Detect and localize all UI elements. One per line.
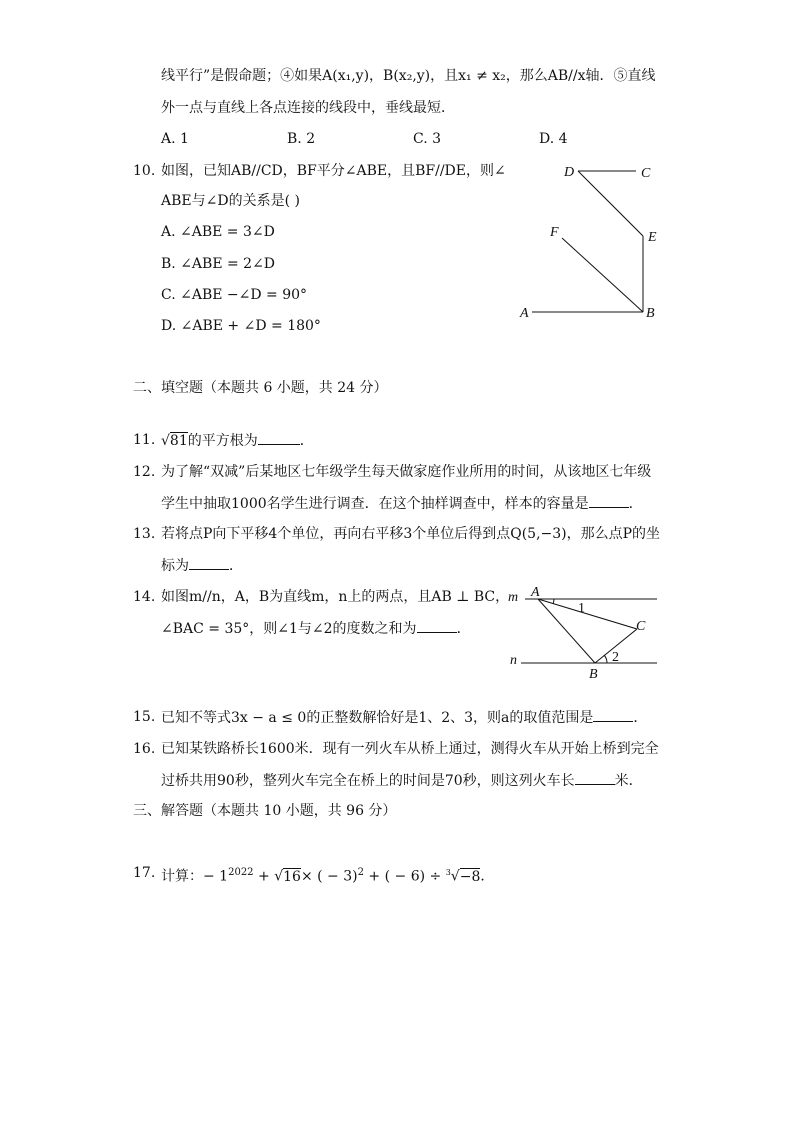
q10-segment-de — [578, 171, 643, 236]
section3-title: 三、解答题（本题共 10 小题，共 96 分） — [133, 803, 397, 819]
q13-blank[interactable] — [189, 555, 229, 570]
q14-angle-2-arc — [604, 655, 607, 663]
q15-number: 15. — [133, 709, 156, 725]
q17-number: 17. — [133, 865, 156, 881]
q9-option-a: A. 1 — [161, 131, 189, 147]
q11-blank[interactable] — [258, 430, 300, 445]
q15-blank[interactable] — [593, 707, 633, 722]
q17-exp2: 2 — [357, 867, 364, 878]
q13-line1: 若将点P向下平移4个单位，再向右平移3个单位后得到点Q(5,−3)，那么点P的坐 — [161, 526, 661, 542]
q14-line1: 如图m//n，A，B为直线m，n上的两点，且AB ⊥ BC， — [161, 589, 510, 605]
q17-part4: + ( − 6) ÷ — [363, 868, 446, 885]
q11-radicand: 81 — [169, 433, 188, 449]
q10-label-b: B — [646, 306, 655, 321]
q16-line2-text: 过桥共用90秒，整列火车完全在桥上的时间是70秒，则这列火车长 — [161, 773, 575, 789]
q9-option-c: C. 3 — [413, 131, 442, 147]
q14-line2-text: ∠BAC = 35°，则∠1与∠2的度数之和为 — [161, 621, 417, 637]
q14-label-2: 2 — [612, 650, 619, 665]
q11-text: 的平方根为 — [187, 433, 258, 449]
q9-option-d: D. 4 — [539, 131, 568, 147]
q17-prefix: 计算：− 1 — [161, 868, 229, 885]
q16-number: 16. — [133, 741, 156, 757]
q12-end: ． — [628, 496, 643, 512]
q14-label-c: C — [636, 619, 646, 634]
q11-end: ． — [299, 433, 314, 449]
q10-label-d: D — [564, 165, 575, 180]
q17-sqrt-sign: √ — [274, 868, 284, 885]
q14-end: ． — [456, 621, 471, 637]
q10-option-a: A. ∠ABE = 3∠D — [161, 224, 275, 240]
q15-text: 已知不等式3x − a ≤ 0的正整数解恰好是1、2、3，则a的取值范围是 — [161, 710, 594, 726]
q14-segment-ab — [538, 599, 595, 663]
q13-number: 13. — [133, 526, 156, 542]
q14-line2 — [161, 618, 471, 639]
q10-segment-fb — [562, 238, 643, 312]
q12-line2 — [161, 493, 643, 514]
q12-blank[interactable] — [589, 493, 629, 508]
q12-line2-text: 学生中抽取1000名学生进行调查．在这个抽样调查中，样本的容量是 — [161, 496, 589, 512]
q16-blank[interactable] — [575, 770, 615, 785]
q17-cbrt-sign: √ — [450, 868, 460, 885]
q10-option-d: D. ∠ABE + ∠D = 180° — [161, 318, 321, 334]
q16-end: 米． — [614, 773, 643, 789]
q13-line2-text: 标为 — [161, 558, 189, 574]
q10-figure — [510, 158, 670, 328]
q14-label-a: A — [531, 585, 540, 600]
q17-root-index: 3 — [445, 868, 451, 877]
q14-label-b: B — [589, 667, 598, 682]
q14-label-1: 1 — [578, 601, 585, 616]
q16-line2 — [161, 770, 643, 791]
q16-line1: 已知某铁路桥长1600米．现有一列火车从桥上通过，测得火车从开始上桥到完全 — [161, 741, 659, 757]
q11-number: 11. — [133, 432, 156, 448]
q9-line1: 线平行”是假命题；④如果A(x₁,y)，B(x₂,y)，且x₁ ≠ x₂，那么AB//x轴．⑤直线 — [161, 68, 656, 84]
q14-angle-1-arc — [553, 599, 554, 604]
q9-line2: 外一点与直线上各点连接的线段中，垂线最短． — [161, 100, 455, 116]
q15-line — [161, 707, 647, 728]
q14-number: 14. — [133, 589, 156, 605]
q14-label-n: n — [510, 653, 517, 668]
q14-label-m: m — [508, 590, 519, 605]
q13-line2 — [161, 555, 243, 576]
section2-title: 二、填空题（本题共 6 小题，共 24 分） — [133, 380, 388, 396]
q10-option-c: C. ∠ABE −∠D = 90° — [161, 287, 308, 303]
q14-figure — [505, 583, 665, 683]
q9-option-b: B. 2 — [287, 131, 316, 147]
q15-end: ． — [633, 710, 648, 726]
q17-radicand2: −8 — [459, 868, 481, 885]
q17-part3: × ( − 3) — [300, 868, 358, 885]
q10-label-f: F — [550, 225, 559, 240]
q10-option-b: B. ∠ABE = 2∠D — [161, 256, 276, 272]
q12-number: 12. — [133, 464, 156, 480]
q10-label-e: E — [648, 230, 657, 245]
q10-line1: 如图，已知AB//CD，BF平分∠ABE，且BF//DE，则∠ — [161, 163, 506, 179]
q14-blank[interactable] — [417, 618, 457, 633]
q11-sqrt-sign: √ — [161, 433, 170, 449]
q17-radicand1: 16 — [283, 868, 301, 885]
q12-line1: 为了解“双减”后某地区七年级学生每天做家庭作业所用的时间，从该地区七年级 — [161, 464, 652, 480]
q17-end: ． — [480, 868, 495, 885]
q10-label-c: C — [641, 166, 651, 181]
q17-exp1: 2022 — [228, 867, 254, 878]
q10-number: 10. — [133, 163, 156, 179]
q13-end: ． — [229, 558, 243, 574]
q10-label-a: A — [520, 306, 529, 321]
q17-part2: + — [253, 868, 275, 885]
q10-line2: ABE与∠D的关系是( ) — [161, 193, 300, 209]
q17-expression — [161, 863, 494, 887]
q11-line — [161, 430, 314, 451]
